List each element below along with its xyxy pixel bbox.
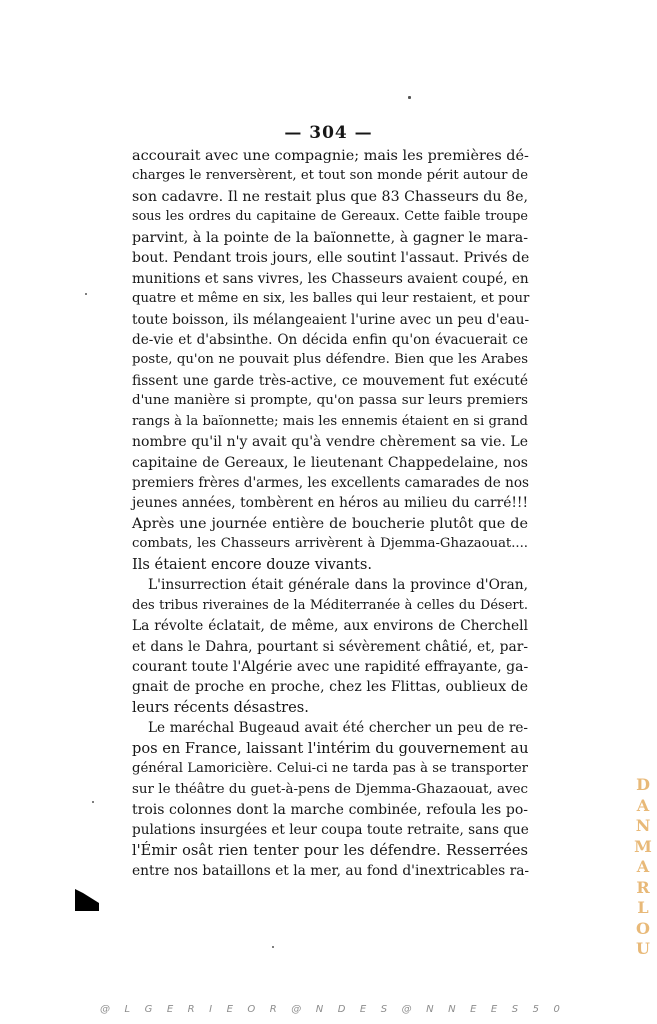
text-line: munitions et sans vivres, les Chasseurs avaient coupé, en — [132, 270, 529, 287]
text-line: général Lamoricière. Celui-ci ne tarda pas à se transporter — [132, 761, 528, 777]
text-line: sur le théâtre du guet-à-pens de Djemma-Ghazaouat, avec — [132, 781, 528, 797]
footer-letter: E — [359, 1003, 367, 1015]
text-line: courant toute l'Algérie avec une rapidité effrayante, ga- — [132, 658, 529, 675]
footer-letter: N — [448, 1003, 456, 1015]
footer-letter: E — [166, 1003, 174, 1015]
black-marker-icon — [75, 889, 99, 911]
footer-letter: 5 — [532, 1003, 539, 1015]
footer-letter: N — [315, 1003, 324, 1015]
text-line: combats, les Chasseurs arrivèrent à Djemma-Ghazaouat.... — [132, 536, 528, 552]
stamp-letter: L — [637, 898, 649, 917]
text-line: charges le renversèrent, et tout son monde périt autour de — [132, 168, 528, 184]
text-line: Après une journée entière de boucherie plutôt que de — [132, 515, 528, 532]
text-line: et dans le Dahra, pourtant si sévèrement châtié, et, par- — [132, 638, 528, 655]
paper-speck — [272, 946, 274, 948]
text-line: fissent une garde très-active, ce mouvement fut exécuté — [132, 372, 528, 389]
stamp-letter: D — [636, 775, 650, 794]
stamp-letter: R — [636, 877, 650, 897]
text-line: capitaine de Gereaux, le lieutenant Chappedelaine, nos — [132, 454, 528, 471]
text-line: nombre qu'il n'y avait qu'à vendre chèrement sa vie. Le — [132, 434, 528, 451]
text-line: des tribus riveraines de la Méditerranée à celles du Désert. — [132, 597, 528, 613]
side-watermark-stamp — [631, 775, 655, 960]
text-line: sous les ordres du capitaine de Gereaux. Cette faible troupe — [132, 209, 528, 225]
stamp-letter: A — [636, 857, 650, 876]
stamp-letter: O — [636, 918, 650, 938]
text-line: L'insurrection était générale dans la province d'Oran, — [148, 577, 528, 594]
footer-letter: D — [337, 1003, 346, 1015]
footer-letter: S — [380, 1003, 388, 1015]
page-number: — 304 — — [284, 123, 373, 143]
text-line: son cadavre. Il ne restait plus que 83 Chasseurs du 8e, — [132, 188, 528, 205]
footer-letter: R — [269, 1003, 277, 1015]
footer-letter: E — [226, 1003, 233, 1015]
paper-speck — [408, 96, 411, 99]
footer-letter: E — [490, 1003, 498, 1015]
stamp-letter: A — [636, 795, 650, 815]
footer-letter: N — [426, 1003, 434, 1015]
stamp-letter: M — [634, 836, 652, 856]
paper-speck — [85, 293, 87, 295]
text-line: l'Émir osât rien tenter pour les défendre. Resserrées — [132, 841, 528, 859]
footer-letter: R — [187, 1003, 195, 1015]
text-line: accourait avec une compagnie; mais les premières dé- — [132, 148, 529, 164]
text-line: premiers frères d'armes, les excellents camarades de nos — [132, 475, 529, 491]
text-line: La révolte éclatait, de même, aux environs de Cherchell — [132, 618, 528, 635]
text-line: rangs à la baïonnette; mais les ennemis étaient en si grand — [132, 413, 528, 429]
footer-letter: G — [144, 1003, 153, 1015]
text-line: parvint, à la pointe de la baïonnette, à gagner le mara- — [132, 229, 528, 246]
footer-letter: E — [470, 1003, 477, 1015]
stamp-letter: U — [636, 939, 650, 958]
text-line: de-vie et d'absinthe. On décida enfin qu'on évacuerait ce — [132, 331, 528, 348]
text-line: Le maréchal Bugeaud avait été chercher un peu de re- — [148, 720, 528, 737]
footer-letter: @ — [291, 1003, 302, 1015]
footer-letter: @ — [100, 1003, 110, 1015]
footer-letter: I — [209, 1003, 213, 1015]
stamp-letter: N — [635, 816, 651, 835]
text-line: bout. Pendant trois jours, elle soutint l'assaut. Privés de — [132, 250, 530, 267]
text-line: leurs récents désastres. — [132, 698, 309, 716]
text-line: Ils étaient encore douze vivants. — [132, 555, 372, 573]
text-line: pulations insurgées et leur coupa toute retraite, sans que — [132, 822, 529, 839]
text-line: gnait de proche en proche, chez les Flittas, oublieux de — [132, 679, 528, 696]
footer-watermark — [100, 1001, 560, 1017]
paper-speck — [92, 801, 94, 803]
footer-letter: 0 — [553, 1003, 560, 1015]
text-line: entre nos bataillons et la mer, au fond d'inextricables ra- — [132, 863, 530, 880]
footer-letter: O — [247, 1003, 256, 1015]
text-block — [132, 146, 528, 882]
text-line: toute boisson, ils mélangeaient l'urine avec un peu d'eau- — [132, 311, 530, 328]
text-line: pos en France, laissant l'intérim du gouvernement au — [132, 739, 529, 757]
text-line: d'une manière si prompte, qu'on passa sur leurs premiers — [132, 393, 528, 409]
text-line: poste, qu'on ne pouvait plus défendre. Bien que les Arabes — [132, 352, 528, 368]
text-line: jeunes années, tombèrent en héros au milieu du carré!!! — [132, 495, 528, 512]
footer-letter: L — [124, 1003, 131, 1015]
text-line: trois colonnes dont la marche combinée, refoula les po- — [132, 802, 528, 818]
footer-letter: S — [511, 1003, 519, 1015]
text-line: quatre et même en six, les balles qui leur restaient, et pour — [132, 291, 530, 307]
footer-letter: @ — [401, 1003, 412, 1015]
